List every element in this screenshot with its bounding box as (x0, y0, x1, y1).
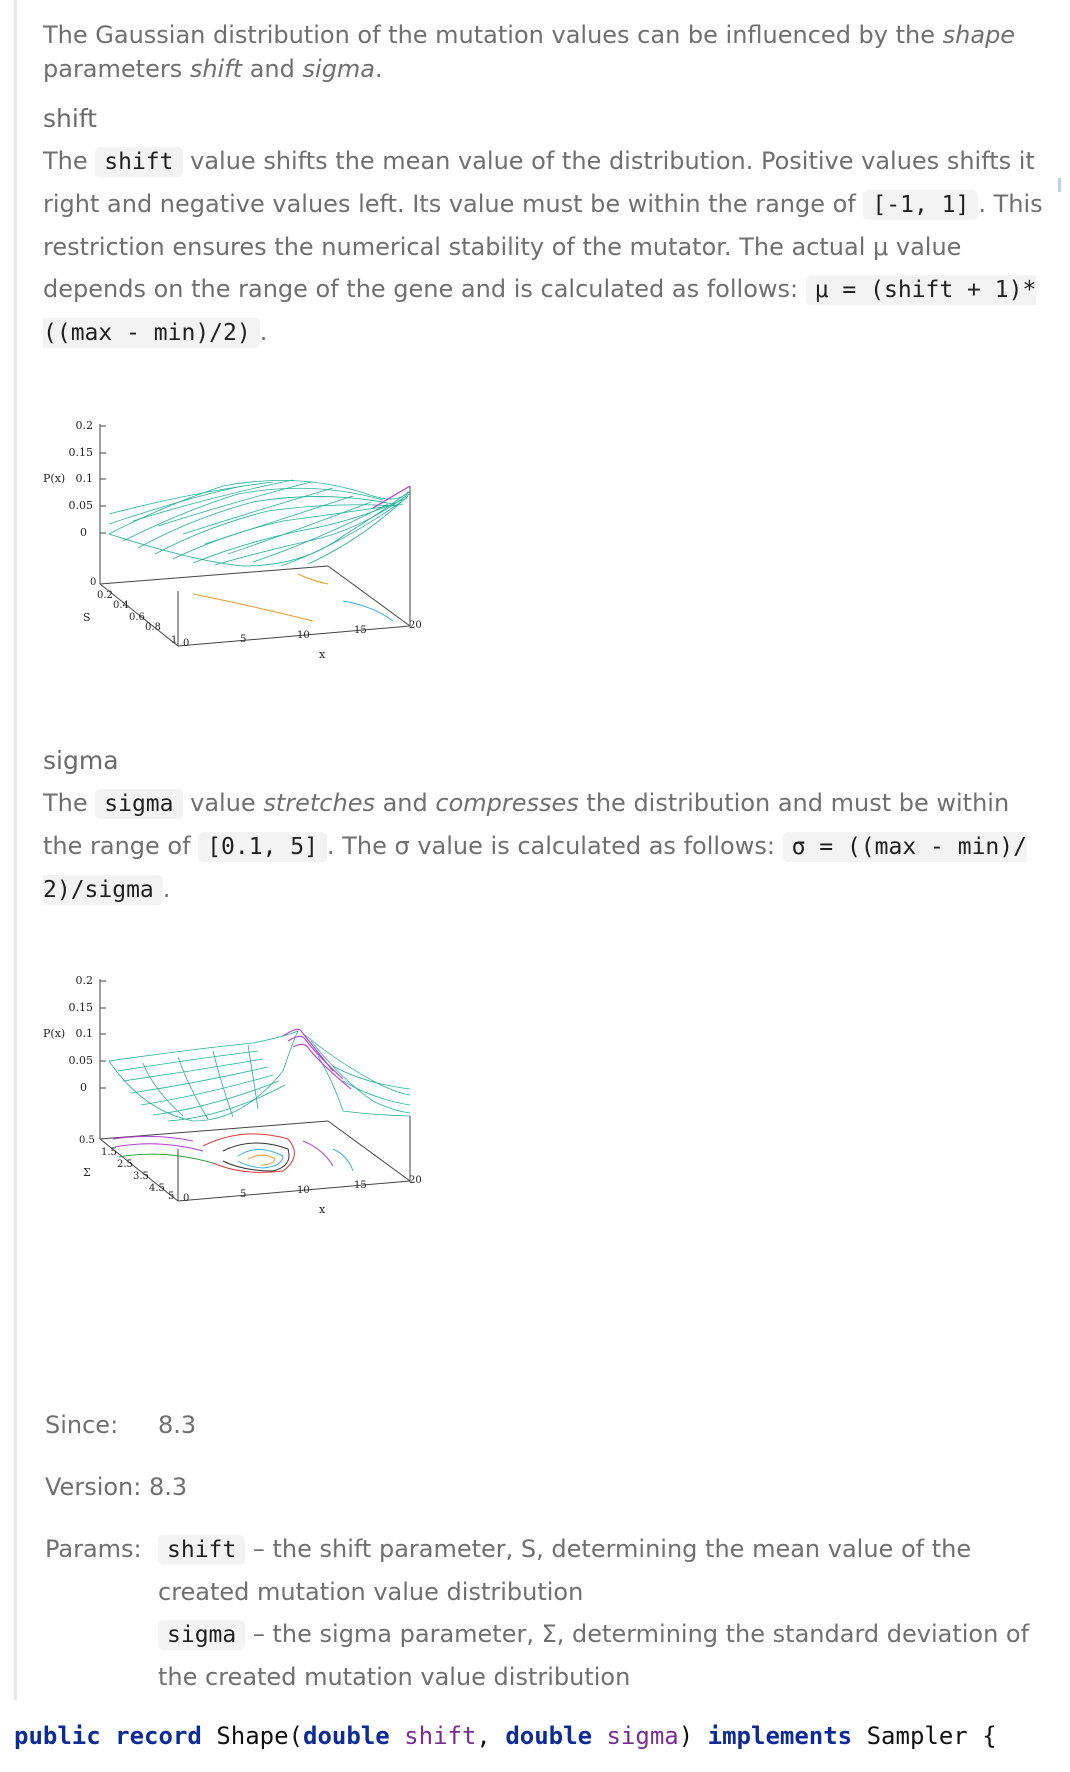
sigma-plot (43, 971, 463, 1241)
shift-contours (193, 574, 393, 621)
since-label: Since: (45, 1411, 119, 1439)
sigma-contours (113, 1134, 353, 1173)
sigma-plot-ticks (100, 981, 106, 1088)
shift-ytick-4: 0.8 (145, 622, 161, 633)
sigma-range-code: [0.1, 5] (198, 832, 327, 862)
shape-emphasis: shape (942, 21, 1016, 49)
shift-xtick-1: 5 (240, 634, 247, 645)
sigma-peak-edge (283, 1029, 351, 1089)
record-declaration[interactable]: public record Shape(double shift, double sigma) implements Sampler { (14, 1722, 997, 1750)
sigma-formula-code: σ = ((max - min)/ 2)/sigma (43, 834, 1027, 903)
shift-range-code: [-1, 1] (863, 190, 978, 220)
since-value: 8.3 (158, 1411, 197, 1439)
shift-ytick-3: 0.6 (129, 612, 145, 623)
version-row (45, 1466, 187, 1508)
stretches-emphasis: stretches (263, 789, 375, 817)
scrollbar-marker[interactable] (1058, 178, 1061, 192)
shift-plot (43, 416, 463, 686)
shift-emphasis: shift (189, 55, 243, 83)
shift-heading: shift (43, 104, 97, 133)
shift-ylabel: S (83, 611, 91, 624)
sigma-ytick-2: 2.5 (117, 1159, 133, 1170)
shift-xtick-4: 20 (409, 620, 422, 631)
sigma-ztick-0: 0.2 (75, 974, 93, 987)
sigma-xlabel: x (319, 1203, 326, 1216)
shift-surface-mesh (109, 480, 410, 566)
param-sigma-desc: – the sigma parameter, Σ, determining the standard deviation of the created mutation value distribution (158, 1620, 1030, 1691)
mu-formula-code: μ = (shift + 1)* ((max - min)/2) (43, 277, 1037, 346)
shift-ztick-3: 0.05 (68, 499, 93, 512)
sigma-ylabel: Σ (83, 1166, 91, 1179)
shift-xtick-2: 10 (297, 630, 310, 641)
shift-ytick-0: 0 (90, 577, 97, 588)
compresses-emphasis: compresses (435, 789, 579, 817)
param-shift-name: shift (158, 1535, 245, 1565)
intro-paragraph: The Gaussian distribution of the mutation values can be influenced by the shape parameters shift and sigma. (43, 21, 1016, 83)
sigma-emphasis: sigma (302, 55, 376, 83)
sigma-paragraph: The sigma value stretches and compresses the distribution and must be within the range of [0.1, 5] . The σ value is calculated as follows: σ = ((max - min)/ 2)/sigma . (43, 789, 1027, 903)
shift-zlabel: P(x) (43, 472, 66, 485)
param-sigma (158, 1613, 1038, 1698)
version-value: 8.3 (148, 1473, 188, 1501)
shift-ztick-2: 0.1 (75, 472, 93, 485)
shift-ztick-0: 0.2 (75, 419, 93, 432)
sigma-heading: sigma (43, 746, 119, 775)
shift-paragraph: The shift value shifts the mean value of the distribution. Positive values shifts it right and negative values left. Its value must be within the range of [-1, 1] . This restriction ensures the numerical stability of the mutator. The actual μ value depends on the range of the gene and is calculated as follows: μ = (shift + 1)* ((max - min)/2) . (43, 147, 1043, 346)
sigma-ytick-0: 0.5 (79, 1135, 95, 1146)
sigma-ytick-5: 5 (168, 1191, 175, 1202)
sigma-surface-mesh (109, 1031, 410, 1121)
shift-code: shift (95, 147, 182, 177)
sigma-xtick-1: 5 (240, 1189, 247, 1200)
sigma-xtick-0: 0 (183, 1193, 190, 1204)
since-row (45, 1404, 196, 1446)
shift-xtick-0: 0 (183, 638, 190, 649)
sigma-ztick-3: 0.05 (68, 1054, 93, 1067)
shift-xtick-3: 15 (354, 625, 367, 636)
sigma-code: sigma (95, 789, 182, 819)
shift-ztick-4: 0 (80, 526, 87, 539)
shift-ytick-5: 1 (171, 635, 178, 646)
shift-ytick-1: 0.2 (97, 590, 113, 601)
sigma-ytick-4: 4.5 (149, 1183, 165, 1194)
version-label: Version: (45, 1473, 142, 1501)
shift-ztick-1: 0.15 (68, 446, 93, 459)
params-label: Params: (45, 1535, 142, 1563)
shift-plot-ticks (100, 426, 106, 533)
sigma-ytick-3: 3.5 (133, 1171, 149, 1182)
shift-xlabel: x (319, 648, 326, 661)
sigma-ztick-1: 0.15 (68, 1001, 93, 1014)
sigma-zlabel: P(x) (43, 1027, 66, 1040)
param-sigma-name: sigma (158, 1620, 245, 1650)
shift-plot-axes (100, 424, 410, 646)
sigma-ztick-2: 0.1 (75, 1027, 93, 1040)
sigma-ztick-4: 0 (80, 1081, 87, 1094)
sigma-xtick-3: 15 (354, 1180, 367, 1191)
param-shift-desc: – the shift parameter, S, determining the mean value of the created mutation value distribution (158, 1535, 972, 1606)
sigma-xtick-2: 10 (297, 1185, 310, 1196)
sigma-ytick-1: 1.5 (101, 1147, 117, 1158)
param-shift (158, 1528, 1038, 1613)
sigma-xtick-4: 20 (409, 1175, 422, 1186)
shift-ytick-2: 0.4 (113, 600, 129, 611)
